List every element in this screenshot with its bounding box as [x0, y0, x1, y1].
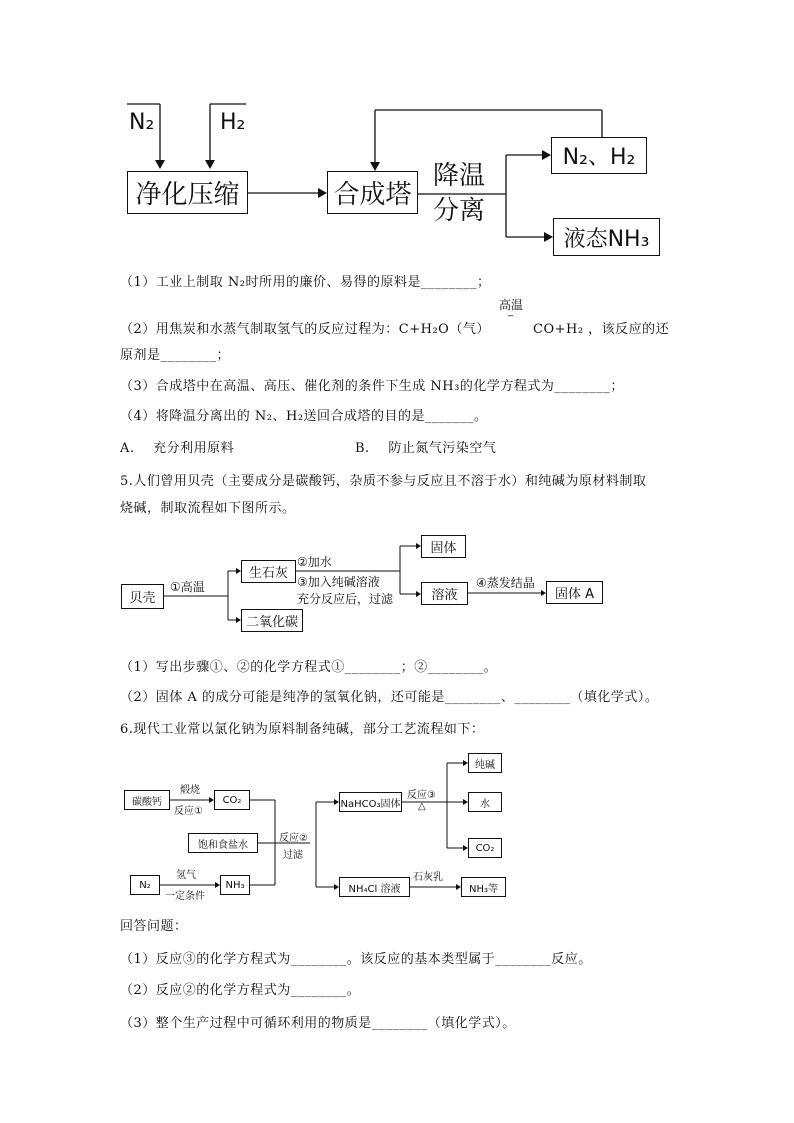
nahco3-box: NaHCO₃固体	[339, 792, 402, 812]
shell-box: 贝壳	[121, 584, 164, 609]
nh3-etc-box: NH₃等	[461, 877, 506, 897]
q5-intro-line1: 5.人们曾用贝壳（主要成分是碳酸钙，杂质不参与反应且不溶于水）和纯碱为原材料制取	[120, 474, 647, 489]
calcine-label: 煅烧	[180, 785, 200, 796]
nh3-box: NH₃	[220, 875, 250, 895]
step3-label: ③加入纯碱溶液	[297, 575, 380, 589]
brine-box: 饱和食盐水	[188, 833, 258, 853]
q6-part1: （1）反应③的化学方程式为________。该反应的基本类型属于________反应。	[120, 952, 592, 967]
reaction3-label: 反应③	[407, 790, 436, 801]
q6-part2: （2）反应②的化学方程式为________。	[120, 983, 361, 998]
purify-compress-box: 净化压缩	[127, 171, 248, 214]
lime-milk-label: 石灰乳	[413, 872, 443, 883]
diagram1-h2-label: H₂	[220, 110, 246, 135]
synthesis-tower-box: 合成塔	[327, 171, 418, 214]
solid-box: 固体	[421, 535, 466, 558]
soda-ash-box: 纯碱	[468, 753, 502, 773]
q4-part4: （4）将降温分离出的 N₂、H₂送回合成塔的目的是_______。	[120, 409, 488, 424]
solid-a-box: 固体 A	[546, 581, 603, 604]
step2-label: ②加水	[297, 555, 332, 569]
liquid-ammonia-box: 液态NH₃	[553, 218, 660, 256]
q4-equilibrium-mark: ‾	[508, 315, 513, 326]
step3b-label: 充分反应后，过滤	[297, 592, 394, 606]
co2-output-box: CO₂	[468, 838, 502, 858]
q4-option-a	[120, 437, 234, 456]
cool-label-line1: 降温	[433, 161, 486, 191]
step1-label: ①高温	[170, 580, 205, 594]
q5-part1: （1）写出步骤①、②的化学方程式①________；②________。	[120, 660, 498, 675]
q4-option-b-key: B.	[355, 441, 370, 456]
recycle-gas-box: N₂、H₂	[551, 137, 647, 174]
step4-label: ④蒸发结晶	[476, 576, 535, 590]
condition-label: 一定条件	[165, 891, 205, 902]
q6-intro: 6.现代工业常以氯化钠为原料制备纯碱，部分工艺流程如下：	[120, 722, 485, 737]
q5-part2: （2）固体 A 的成分可能是纯净的氢氧化钠，还可能是________、________（填化学式）。	[120, 690, 659, 705]
q5-intro-line2: 烧碱，制取流程如下图所示。	[120, 501, 296, 516]
q4-condition-label: 高温	[499, 298, 524, 312]
cool-label-line2: 分离	[433, 196, 486, 226]
filter-label: 过滤	[283, 850, 303, 861]
q4-part2a: （2）用焦炭和水蒸气制取氢气的反应过程为：C+H₂O（气）	[120, 322, 490, 337]
n2-box: N₂	[130, 875, 160, 895]
water-box: 水	[468, 792, 502, 812]
calcium-carbonate-box: 碳酸钙	[124, 790, 170, 810]
carbon-dioxide-box: 二氧化碳	[241, 609, 303, 632]
quicklime-box: 生石灰	[241, 560, 296, 583]
q4-option-a-text: 充分利用原料	[153, 441, 235, 456]
co2-box: CO₂	[214, 790, 250, 810]
q4-option-b-text: 防止氮气污染空气	[388, 441, 497, 456]
diagram1-n2-label: N₂	[129, 110, 155, 135]
heat-label: △	[418, 801, 426, 812]
nh4cl-box: NH₄Cl 溶液	[339, 877, 410, 897]
solution-box: 溶液	[421, 582, 468, 605]
q6-answer-heading: 回答问题：	[120, 919, 188, 934]
q4-part2b: CO+H₂ ，该反应的还	[533, 322, 670, 337]
q4-option-a-key: A.	[120, 441, 135, 456]
q4-part1: （1）工业上制取 N₂时所用的廉价、易得的原料是________；	[120, 275, 491, 290]
q4-part3: （3）合成塔中在高温、高压、催化剂的条件下生成 NH₃的化学方程式为________；	[120, 379, 624, 394]
hydrogen-label: 氢气	[176, 870, 196, 881]
q6-part3: （3）整个生产过程中可循环利用的物质是________（填化学式）。	[120, 1016, 516, 1031]
reaction1-label: 反应①	[174, 806, 203, 817]
reaction2-label: 反应②	[279, 833, 308, 844]
q4-part2c: 原剂是________；	[120, 348, 231, 363]
q4-option-b	[355, 437, 496, 456]
